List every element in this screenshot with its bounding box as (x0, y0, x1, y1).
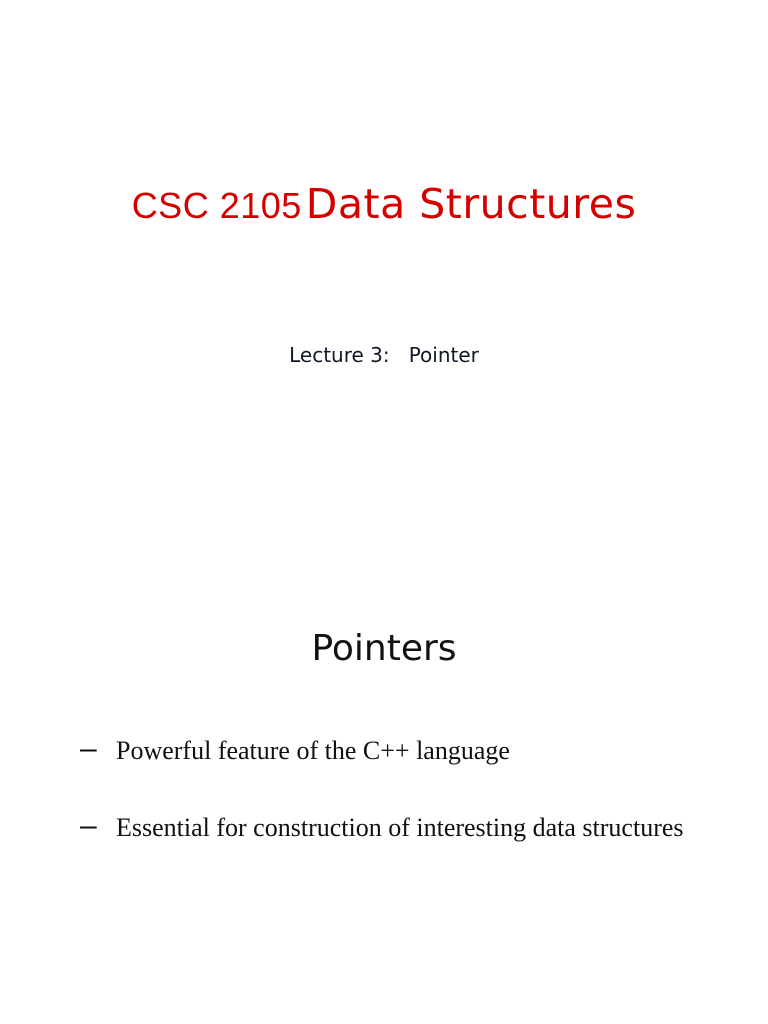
bullet-text: Essential for construction of interesting data structures (116, 813, 684, 842)
dash-marker: – (80, 732, 97, 765)
content-slide (0, 512, 768, 1024)
course-code: CSC 2105 (131, 185, 302, 226)
lecture-subtitle: Lecture 3: Pointer (289, 343, 479, 367)
bullet-item (80, 811, 720, 844)
dash-marker: – (80, 809, 97, 842)
bullet-list (80, 734, 720, 888)
bullet-text: Powerful feature of the C++ language (116, 736, 510, 765)
bullet-item (80, 734, 720, 767)
course-name: Data Structures (305, 180, 637, 228)
slide-title (0, 180, 768, 228)
slide-heading: Pointers (311, 628, 457, 669)
